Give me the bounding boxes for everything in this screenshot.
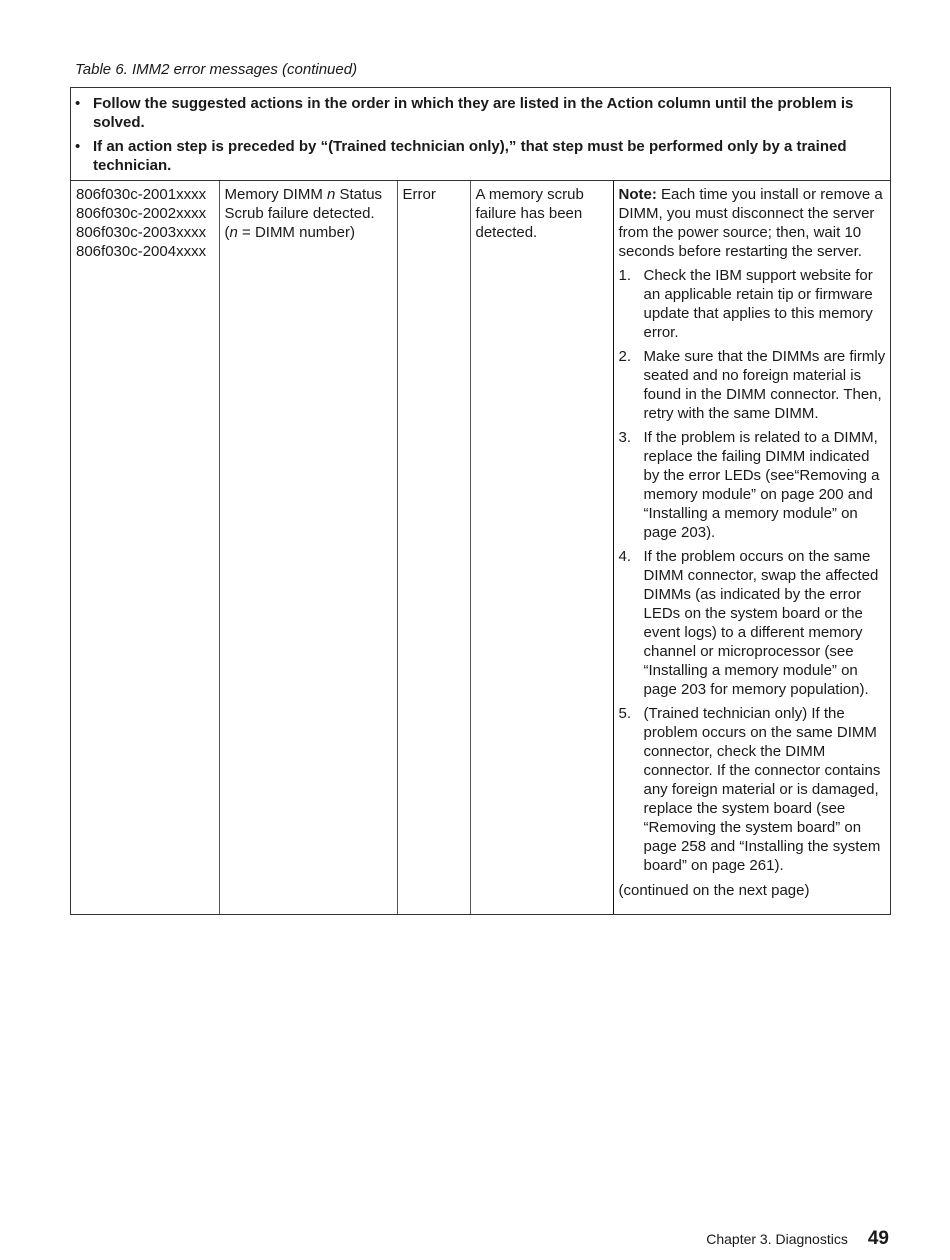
event-id: 806f030c-2004xxxx — [76, 243, 207, 260]
table-body — [71, 181, 890, 914]
chapter-label: Chapter 3. Diagnostics — [706, 1231, 848, 1247]
message-variable: n — [327, 186, 336, 203]
action-note — [619, 185, 887, 261]
step-text: If the problem occurs on the same DIMM connector, swap the affected DIMMs (as indicated by the error LEDs on the system board or the event logs) to a different memory channel or microprocessor (see “Installing a memory module” on page 203 for memory population). — [643, 548, 879, 698]
description-cell: A memory scrub failure has been detected. — [470, 181, 613, 914]
step-number: 4. — [618, 548, 632, 565]
message-text: = DIMM number) — [237, 224, 355, 241]
step-text: (Trained technician only) If the problem occurs on the same DIMM connector, check the DIMM connector. If the connector contains any foreign material or is damaged, replace the system board (see “Removing the system board” on page 258 and “Installing the system board” on page 261). — [643, 705, 881, 874]
action-step — [619, 547, 887, 699]
instruction-item — [75, 137, 882, 175]
instruction-text: If an action step is preceded by “(Trained technician only),” that step must be performed only by a trained technician. — [93, 138, 847, 174]
message-variable: n — [229, 224, 238, 241]
event-id: 806f030c-2003xxxx — [76, 224, 207, 241]
event-id-cell — [71, 181, 219, 914]
instruction-item — [75, 94, 882, 132]
action-step — [619, 428, 887, 542]
action-cell — [613, 181, 890, 914]
step-text: If the problem is related to a DIMM, replace the failing DIMM indicated by the error LEDs (see“Removing a memory module” on page 200 and “Installing a memory module” on page 203). — [643, 429, 880, 541]
message-text: Memory DIMM — [224, 186, 327, 203]
bullet-icon: • — [75, 138, 81, 155]
note-label: Note: — [618, 186, 657, 203]
event-id: 806f030c-2001xxxx — [76, 186, 207, 203]
page-footer — [706, 1228, 889, 1250]
step-text: Make sure that the DIMMs are firmly seated and no foreign material is found in the DIMM connector. Then, retry with the same DIMM. — [643, 348, 886, 422]
table-caption: Table 6. IMM2 error messages (continued) — [75, 61, 358, 78]
action-step — [619, 266, 887, 342]
table-header-instructions — [71, 88, 890, 181]
table-row — [71, 181, 890, 914]
step-number: 5. — [618, 705, 632, 722]
instruction-text: Follow the suggested actions in the order in which they are listed in the Action column until the problem is solved. — [93, 95, 854, 131]
step-number: 1. — [618, 267, 632, 284]
message-cell — [219, 181, 397, 914]
step-number: 3. — [618, 429, 632, 446]
message-text: Status Scrub failure detected. ( — [224, 186, 383, 241]
event-id: 806f030c-2002xxxx — [76, 205, 207, 222]
error-message-table — [70, 87, 891, 915]
bullet-icon: • — [75, 95, 81, 112]
severity-cell: Error — [397, 181, 470, 914]
page-number: 49 — [867, 1228, 889, 1249]
note-text: Each time you install or remove a DIMM, you must disconnect the server from the power source; then, wait 10 seconds before restarting the server. — [618, 186, 883, 260]
continued-note: (continued on the next page) — [618, 882, 810, 899]
step-number: 2. — [618, 348, 632, 365]
action-step — [619, 347, 887, 423]
action-steps — [619, 266, 887, 875]
action-step — [619, 704, 887, 875]
step-text: Check the IBM support website for an applicable retain tip or firmware update that applies to this memory error. — [643, 267, 873, 341]
